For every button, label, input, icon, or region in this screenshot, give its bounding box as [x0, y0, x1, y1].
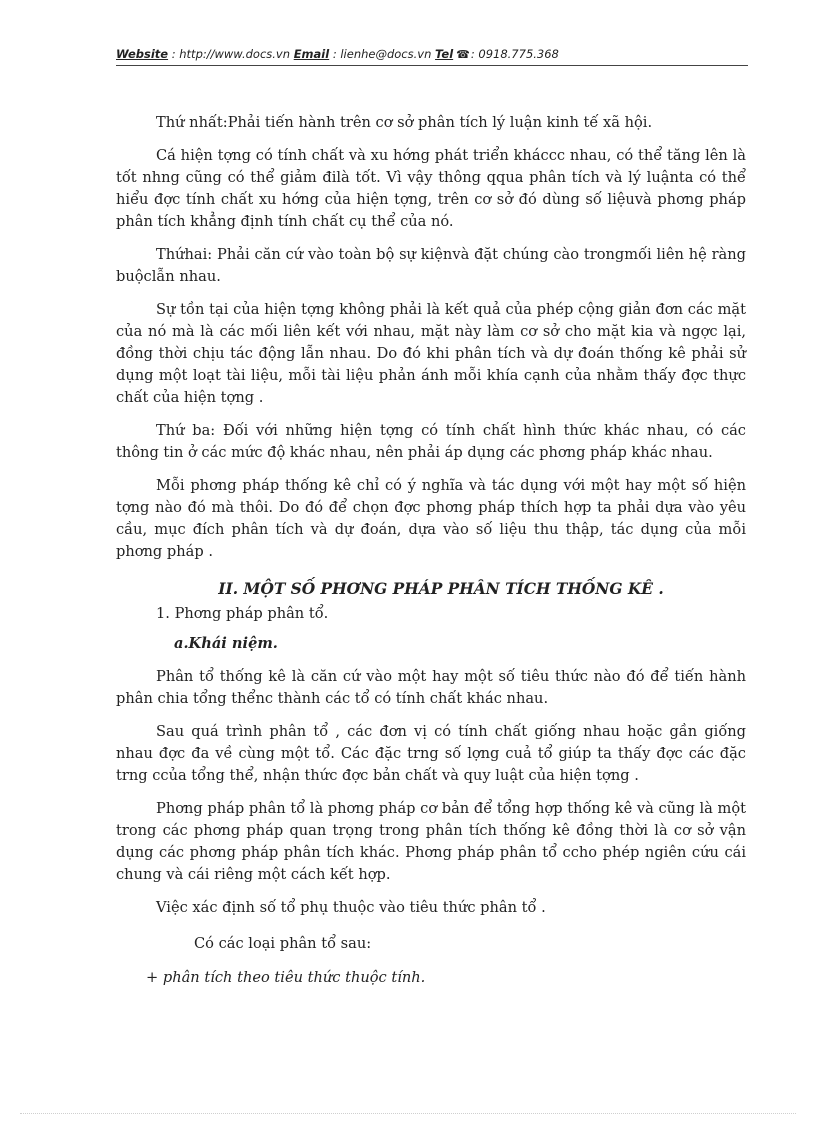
paragraph-7: Phân tổ thống kê là căn cứ vào một hay một số tiêu thức nào đó để tiến hành phân chia tổng thểnc thành các tổ có tính chất khác nhau. — [116, 668, 746, 707]
paragraph-8: Sau quá trình phân tổ , các đơn vị có tính chất giống nhau hoặc gần giống nhau đợc đa về cùng một tổ. Các đặc trng số lợng cuả tổ giúp ta thấy đợc các đặc trng ccủa tổng thể, nhận thức đợc bản chất và quy luật của hiện tợng . — [116, 723, 746, 784]
footer-divider — [20, 1113, 796, 1114]
paragraph-9: Phơng pháp phân tổ là phơng pháp cơ bản để tổng hợp thống kê và cũng là một trong các phơng pháp quan trọng trong phân tích thống kê đồng thời là cơ sở vận dụng các phơng pháp phân tích khác. Phơng pháp phân tổ ccho phép ngiên cứu cái chung và cái riêng một cách kết hợp. — [116, 800, 746, 883]
numbered-heading: 1. Phơng pháp phân tổ. — [156, 605, 329, 622]
paragraph-4: Sự tồn tại của hiện tợng không phải là kết quả của phép cộng giản đơn các mặt của nó mà là các mối liên kết với nhau, mặt này làm cơ sở cho mặt kia và ngợc lại, đồng thời chịu tác động lẫn nhau. Do đó khi phân tích và dự đoán thống kê phải sử dụng một loạt tài liệu, mỗi tài liệu phản ánh mỗi khía cạnh của nhằm thấy đợc thực chất của hiện tợng . — [116, 301, 746, 406]
paragraph-3: Thứhai: Phải căn cứ vào toàn bộ sự kiệnvà đặt chúng cào trongmối liên hệ ràng buộclẫn nhau. — [116, 246, 746, 285]
paragraph-2: Cá hiện tợng có tính chất và xu hớng phát triển kháccc nhau, có thể tăng lên là tốt nhng cũng có thể giảm đilà tốt. Vì vậy thông qqua phân tích và lý luậnta có thể hiểu đợc tính chất xu hớng của hiện tợng, trên cơ sở đó dùng số liệuvà phơng pháp phân tích khẳng định tính chất cụ thể của nó. — [116, 147, 746, 230]
paragraph-12: + phân tích theo tiêu thức thuộc tính. — [146, 969, 426, 986]
email-label: Email — [293, 47, 330, 61]
paragraph-10: Việc xác định số tổ phụ thuộc vào tiêu thức phân tổ . — [156, 899, 546, 916]
document-body — [116, 112, 746, 989]
tel-value: : 0918.775.368 — [470, 47, 559, 61]
paragraph-1: Thứ nhất:Phải tiến hành trên cơ sở phân tích lý luận kinh tế xã hội. — [156, 114, 653, 131]
paragraph-6: Mỗi phơng pháp thống kê chỉ có ý nghĩa và tác dụng với một hay một số hiện tợng nào đó mà thôi. Do đó để chọn đợc phơng pháp thích hợp ta phải dựa vào yêu cầu, mục đích phân tích và dự đoán, dựa vào số liệu thu thập, tác dụng của mỗi phơng pháp . — [116, 477, 746, 560]
header-divider — [116, 65, 748, 66]
page-header — [116, 47, 748, 61]
subheading: a.Khái niệm. — [174, 635, 278, 652]
website-value[interactable]: : http://www.docs.vn — [171, 47, 291, 61]
website-label: Website — [116, 47, 169, 61]
paragraph-5: Thứ ba: Đối với những hiện tợng có tính chất hình thức khác nhau, có các thông tin ở các mức độ khác nhau, nên phải áp dụng các phơng pháp khác nhau. — [116, 422, 746, 461]
section-heading: II. MỘT SỐ PHƠNG PHÁP PHÂN TÍCH THỐNG KÊ . — [218, 580, 664, 598]
paragraph-11: Có các loại phân tổ sau: — [194, 935, 372, 952]
tel-label: Tel — [435, 47, 454, 61]
email-value[interactable]: : lienhe@docs.vn — [332, 47, 432, 61]
phone-icon: ☎ — [456, 48, 470, 61]
